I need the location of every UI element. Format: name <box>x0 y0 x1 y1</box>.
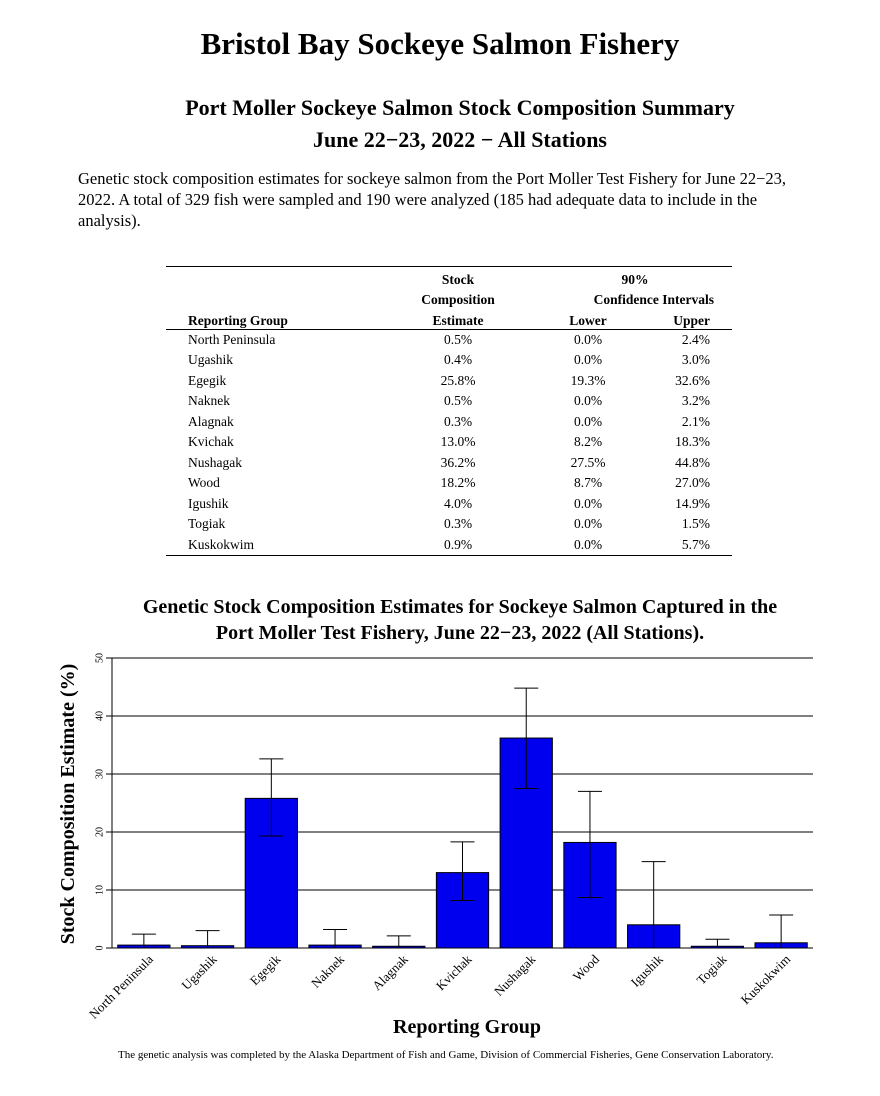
upper-ci-cell: 3.0% <box>681 352 710 368</box>
footnote: The genetic analysis was completed by the Alaska Department of Fish and Game, Division of Commercial Fisheries, Gene Conservation Laboratory. <box>118 1049 774 1061</box>
estimate-header-line-3: Estimate <box>378 308 538 329</box>
estimate-cell: 13.0% <box>440 434 476 450</box>
lower-ci-cell: 0.0% <box>538 535 628 556</box>
table-row <box>166 535 732 556</box>
subtitle-line-2: June 22−23, 2022 − All Stations <box>312 127 607 152</box>
x-tick-label: Alagnak <box>369 951 411 994</box>
intro-paragraph: Genetic stock composition estimates for sockeye salmon from the Port Moller Test Fishery for June 22−23, 2022. A total of 329 fish were sampled and 190 were analyzed (185 had adequate data to include in the analysis). <box>78 169 787 230</box>
y-tick-label: 50 <box>94 653 106 663</box>
x-tick-label: Kuskokwim <box>737 951 794 1008</box>
x-tick-label: Naknek <box>307 951 348 991</box>
group-cell: Ugashik <box>188 352 233 368</box>
x-tick-label: Togiak <box>693 951 730 988</box>
y-tick-label: 0 <box>94 945 106 951</box>
group-cell: Alagnak <box>188 413 234 429</box>
upper-ci-cell: 27.0% <box>675 475 710 491</box>
lower-ci-cell: 27.5% <box>570 454 606 470</box>
group-cell: Igushik <box>188 495 229 511</box>
group-cell: Kuskokwim <box>166 535 378 556</box>
estimate-header-line-2: Composition <box>421 292 495 307</box>
y-tick-label: 10 <box>94 885 106 895</box>
estimate-cell: 4.0% <box>443 495 473 511</box>
x-axis-title: Reporting Group <box>393 1016 541 1038</box>
y-tick-label: 40 <box>94 711 106 721</box>
table-row <box>166 329 732 350</box>
table-row <box>166 371 732 392</box>
lower-ci-cell: 8.7% <box>573 475 603 491</box>
x-tick-label: Kvichak <box>432 951 475 994</box>
estimate-cell: 0.3% <box>443 413 473 429</box>
x-tick-label: North Peninsula <box>85 951 156 1022</box>
estimate-cell: 36.2% <box>440 454 476 470</box>
upper-ci-cell: 1.5% <box>681 516 710 532</box>
x-tick-label: Wood <box>569 951 603 984</box>
lower-ci-cell: 0.0% <box>573 495 603 511</box>
table-row <box>166 412 732 433</box>
estimate-cell: 0.5% <box>443 393 473 409</box>
group-cell: Egegik <box>188 372 227 388</box>
table-header-row-1 <box>166 267 732 288</box>
subtitle-line-1: Port Moller Sockeye Salmon Stock Composition Summary <box>185 95 735 120</box>
page-title: Bristol Bay Sockeye Salmon Fishery <box>200 26 680 61</box>
group-cell: Nushagak <box>188 454 242 470</box>
y-axis-title: Stock Composition Estimate (%) <box>57 663 79 945</box>
upper-header: Upper <box>628 308 732 329</box>
ci-header-line-1: 90% <box>538 267 732 288</box>
x-tick-label: Igushik <box>627 951 666 990</box>
lower-ci-cell: 0.0% <box>573 331 603 347</box>
estimate-cell: 18.2% <box>440 475 476 491</box>
upper-ci-cell: 2.4% <box>681 331 710 347</box>
table-header-row-2 <box>166 288 732 309</box>
table-row <box>166 432 732 453</box>
estimate-header-line-1: Stock <box>378 267 538 288</box>
table-row <box>166 494 732 515</box>
estimate-cell: 25.8% <box>440 372 476 388</box>
estimate-cell: 0.3% <box>443 516 473 532</box>
x-tick-label: Ugashik <box>178 951 220 993</box>
group-cell: North Peninsula <box>188 331 276 347</box>
table-row <box>166 391 732 412</box>
lower-ci-cell: 0.0% <box>573 516 603 532</box>
lower-ci-cell: 0.0% <box>573 413 603 429</box>
chart-title-line-1: Genetic Stock Composition Estimates for Sockeye Salmon Captured in the <box>142 596 778 618</box>
group-cell: Togiak <box>188 516 226 532</box>
group-cell: Naknek <box>188 393 230 409</box>
group-header: Reporting Group <box>166 308 378 329</box>
lower-ci-cell: 0.0% <box>573 352 603 368</box>
chart-title <box>60 594 860 646</box>
chart-title-line-2: Port Moller Test Fishery, June 22−23, 2022 (All Stations). <box>215 622 705 644</box>
table-row <box>166 350 732 371</box>
table-header-row-3 <box>166 308 732 329</box>
lower-ci-cell: 8.2% <box>573 434 603 450</box>
table-row <box>166 453 732 474</box>
y-tick-label: 20 <box>94 827 106 837</box>
x-tick-label: Egegik <box>246 951 284 989</box>
ci-header-line-2: Confidence Intervals <box>593 292 714 307</box>
x-tick-label: Nushagak <box>490 951 539 999</box>
upper-ci-cell: 2.1% <box>681 413 710 429</box>
page-subtitle <box>0 92 880 156</box>
estimate-cell: 0.4% <box>443 352 473 368</box>
upper-ci-cell: 14.9% <box>675 495 710 511</box>
upper-ci-cell: 3.2% <box>681 393 710 409</box>
lower-ci-cell: 19.3% <box>570 372 606 388</box>
group-cell: Wood <box>188 475 220 491</box>
upper-ci-cell: 18.3% <box>675 434 710 450</box>
table-row <box>166 514 732 535</box>
table-row <box>166 473 732 494</box>
estimate-cell: 0.9% <box>378 535 538 556</box>
estimate-cell: 0.5% <box>443 331 473 347</box>
stock-composition-bar-chart <box>40 640 840 1040</box>
upper-ci-cell: 32.6% <box>675 372 710 388</box>
lower-ci-cell: 0.0% <box>573 393 603 409</box>
group-cell: Kvichak <box>188 434 234 450</box>
y-tick-label: 30 <box>94 769 106 779</box>
upper-ci-cell: 44.8% <box>675 454 710 470</box>
upper-ci-cell: 5.7% <box>628 535 732 556</box>
lower-header: Lower <box>538 308 628 329</box>
stock-composition-table <box>166 266 732 556</box>
